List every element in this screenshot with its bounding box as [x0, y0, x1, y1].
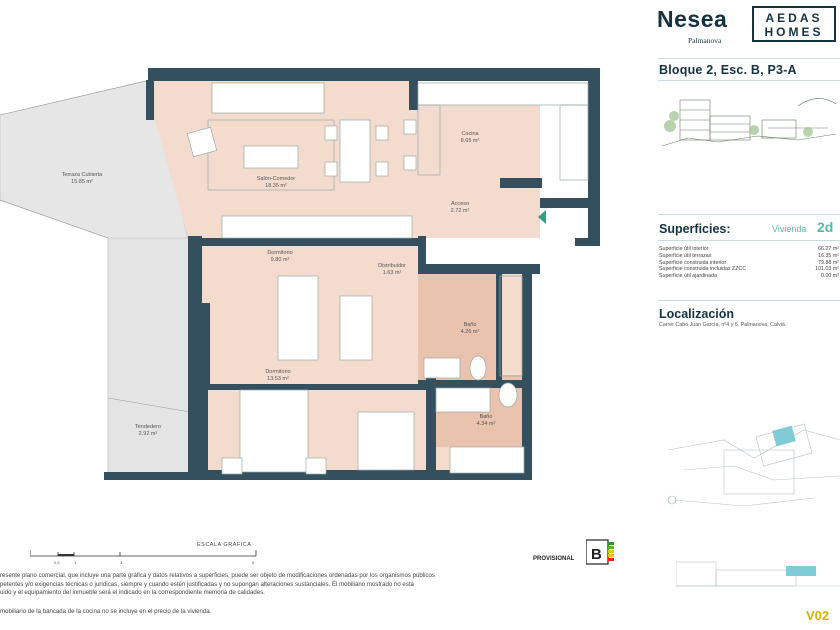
divider: [658, 300, 840, 301]
room-name: Terraza Cubierta: [61, 172, 103, 178]
brand-subtitle: Palmanova: [688, 36, 722, 45]
brand-logo: Nesea: [657, 6, 728, 32]
room-area: 8.65 m²: [460, 137, 480, 144]
room-area: 9.80 m²: [270, 256, 290, 263]
room-area: 15.85 m²: [71, 178, 93, 185]
surface-label: Superficie útil terrazas: [659, 252, 712, 259]
room-dormitorio-1: [250, 250, 310, 264]
surface-row: [659, 266, 839, 273]
surfaces-heading: Superficies:: [659, 222, 731, 236]
energy-label-icon: [586, 538, 616, 566]
partner-logo-line1: AEDAS: [765, 11, 823, 25]
room-distribuidor: [362, 263, 422, 277]
surfaces-table: [659, 246, 839, 280]
room-name: Dormitorio: [267, 250, 293, 256]
room-bano-1: [440, 322, 500, 336]
unit-title: Bloque 2, Esc. B, P3-A: [659, 63, 797, 77]
room-area: 2.92 m²: [138, 430, 158, 437]
room-name: Baño: [479, 414, 493, 420]
site-key-plan: [664, 410, 840, 520]
room-name: Distribuidor: [378, 263, 406, 269]
kitchen-disclaimer: mobiliario de la bancada de la cocina no se incluye en el precio de la vivienda.: [0, 608, 212, 615]
partner-logo: [752, 6, 836, 42]
room-name: Cocina: [461, 131, 479, 137]
energy-status-label: PROVISIONAL: [533, 556, 575, 562]
scale-tick: 5: [252, 560, 255, 565]
room-name: Tendedero: [135, 424, 161, 430]
room-area: 4.34 m²: [476, 420, 496, 427]
room-area: 4.26 m²: [460, 328, 480, 335]
dwelling-label: Vivienda: [772, 224, 807, 234]
scale-label: ESCALA GRÁFICA: [197, 542, 252, 548]
room-area: 13.53 m²: [267, 375, 289, 382]
surface-label: Superficie construida interior: [659, 259, 727, 266]
surface-row: [659, 260, 839, 267]
scale-bar: [30, 548, 260, 566]
scale-tick: 0,5: [54, 560, 60, 565]
surface-label: Superficie útil ajardinada: [659, 273, 718, 280]
room-cocina: [440, 131, 500, 145]
surface-value: 66.27 m²: [818, 246, 839, 252]
legal-disclaimer: [0, 572, 620, 598]
building-sketch-image: [658, 86, 840, 152]
disclaimer-line: petentes y/o exigencias técnicas o jurídicas, siempre y cuando estén justificadas y no supongan alteraciones sustanciales. El mobiliario mostrado no está: [0, 580, 414, 588]
room-name: Acceso: [450, 201, 470, 207]
surface-row: [659, 253, 839, 260]
scale-tick: 3: [120, 560, 123, 565]
room-salon: [226, 176, 326, 190]
divider: [658, 80, 840, 81]
divider: [658, 240, 840, 241]
surface-value: 79.88 m²: [818, 259, 839, 266]
room-acceso: [430, 201, 490, 215]
version-code: V02: [806, 608, 830, 623]
energy-rating: B: [591, 546, 602, 563]
disclaimer-line: uido y el equipamiento del inmueble será el indicado en la correspondiente memoria de calidades.: [0, 589, 265, 597]
surface-value: 0.00 m²: [821, 273, 839, 280]
surface-row: [659, 246, 839, 253]
room-bano-2: [456, 414, 516, 428]
divider: [658, 214, 840, 215]
room-area: 1.63 m²: [382, 269, 402, 276]
surface-label: Superficie útil interior: [659, 246, 709, 252]
surface-label: Superficie construida incluidas ZZCC: [659, 266, 747, 273]
surface-row: [659, 273, 839, 280]
room-dormitorio-2: [248, 369, 308, 383]
surface-value: 101.03 m²: [815, 266, 839, 273]
room-area: 18.35 m²: [265, 182, 287, 189]
location-address: Carrer Cabo Juan García, nº4 y 6. Palmanova, Calvià.: [659, 322, 787, 328]
partner-logo-line2: HOMES: [764, 25, 824, 39]
room-terraza: [22, 172, 142, 186]
surface-value: 16.35 m²: [818, 252, 839, 259]
location-heading: Localización: [659, 307, 735, 321]
disclaimer-line: resente plano comercial, que incluye una parte gráfica y datos relativos a superficies, puede ser objeto de modificaciones ordenadas por los organismos públicos: [0, 572, 435, 579]
room-name: Dormitorio: [265, 369, 291, 375]
room-area: 2.72 m²: [450, 207, 470, 214]
dwelling-type: 2d: [817, 219, 834, 235]
divider: [658, 58, 840, 59]
room-tendedero: [118, 424, 178, 438]
scale-tick: 1: [74, 560, 77, 565]
tendedero-floor: [108, 238, 190, 478]
room-name: Baño: [463, 322, 477, 328]
room-name: Salón-Comedor: [256, 176, 296, 182]
elevation-sketch: [676, 552, 840, 592]
